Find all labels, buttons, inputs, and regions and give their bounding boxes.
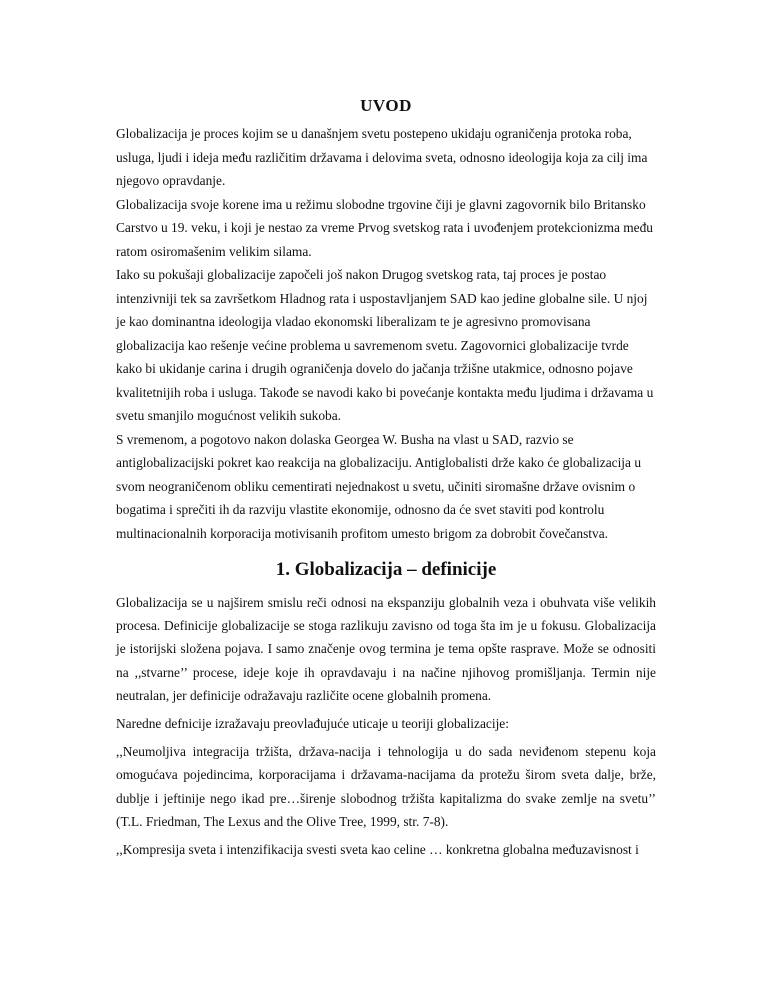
page-content — [116, 96, 656, 866]
section-heading: 1. Globalizacija – definicije — [275, 559, 497, 580]
intro-paragraph-1: Globalizacija je proces kojim se u današnjem svetu postepeno ukidaju ograničenja protoka roba, usluga, ljudi i ideja među različitim državama i delovima sveta, odnosno ideologija koja za cilj ima njegovo opravdanje. — [116, 126, 648, 188]
section-paragraph-3: ,,Neumoljiva integracija tržišta, država-nacija i tehnologija u do sada neviđenom stepenu koja omogućava pojedincima, korporacijama i državama-nacijama da protežu širom sveta dalje, brže, dublje i jeftinije nego ikad pre…širenje slobodnog tržišta kapitalizma do svake zemlje na svetu’’ (T.L. Friedman, The Lexus and the Olive Tree, 1999, str. 7-8). — [116, 744, 656, 829]
section-paragraph-4: ,,Kompresija sveta i intenzifikacija svesti sveta kao celine … konkretna globalna međuzavisnost i — [116, 842, 639, 858]
definitions-section — [116, 591, 656, 861]
section-paragraph-2: Naredne defnicije izražavaju preovlađujuće uticaje u teoriji globalizacije: — [116, 716, 509, 732]
intro-section — [116, 122, 656, 545]
intro-paragraph-2: Globalizacija svoje korene ima u režimu slobodne trgovine čiji je glavni zagovornik bilo Britansko Carstvo u 19. veku, i koji je nestao za vreme Prvog svetskog rata i uvođenjem protekcionizma među ratom osiromašenim velikim silama. — [116, 196, 653, 259]
intro-paragraph-4: S vremenom, a pogotovo nakon dolaska Georgea W. Busha na vlast u SAD, razvio se antiglobalizacijski pokret kao reakcija na globalizaciju. Antiglobalisti drže kako će globalizacija u svom neograničenom obliku cementirati nejednakost u svetu, učiniti siromašne države ovisnim o bogatima i sprečiti ih da razviju vlastite ekonomije, odnosno da će svet staviti pod kontrolu multinacionalnih korporacija motivisanih profitom umesto brigom za dobrobit čovečanstva. — [116, 431, 642, 541]
intro-paragraph-3: Iako su pokušaji globalizacije započeli još nakon Drugog svetskog rata, taj proces je postao intenzivniji tek sa završetkom Hladnog rata i uspostavljanjem SAD kao jedine globalne sile. U njoj je kao dominantna ideologija vladao ekonomski liberalizam te je agresivno promovisana globalizacija kao rešenje većine problema u savremenom svetu. Zagovornici globalizacije tvrde kako bi ukidanje carina i drugih ograničenja dovelo do jačanja tržišne utakmice, odnosno pojave kvalitetnijih roba i usluga. Takođe se navodi kako bi povećanje kontakta među ljudima i državama u svetu smanjilo mogućnost velikih sukoba. — [116, 267, 654, 423]
section-paragraph-1: Globalizacija se u najširem smislu reči odnosi na ekspanziju globalnih veza i obuhvata više velikih procesa. Definicije globalizacije se stoga razlikuju zavisno od toga šta im je u fokusu. Globalizacija je istorijski složena pojava. I samo značenje ovog termina je tema opšte rasprave. Može se odnositi na ,,stvarne’’ procese, ideje koje ih opravdavaju i na načine njihovog promišljanja. Termin nije neutralan, jer definicije odražavaju različite ocene globalnih promena. — [116, 595, 656, 703]
page-title: UVOD — [360, 96, 412, 115]
